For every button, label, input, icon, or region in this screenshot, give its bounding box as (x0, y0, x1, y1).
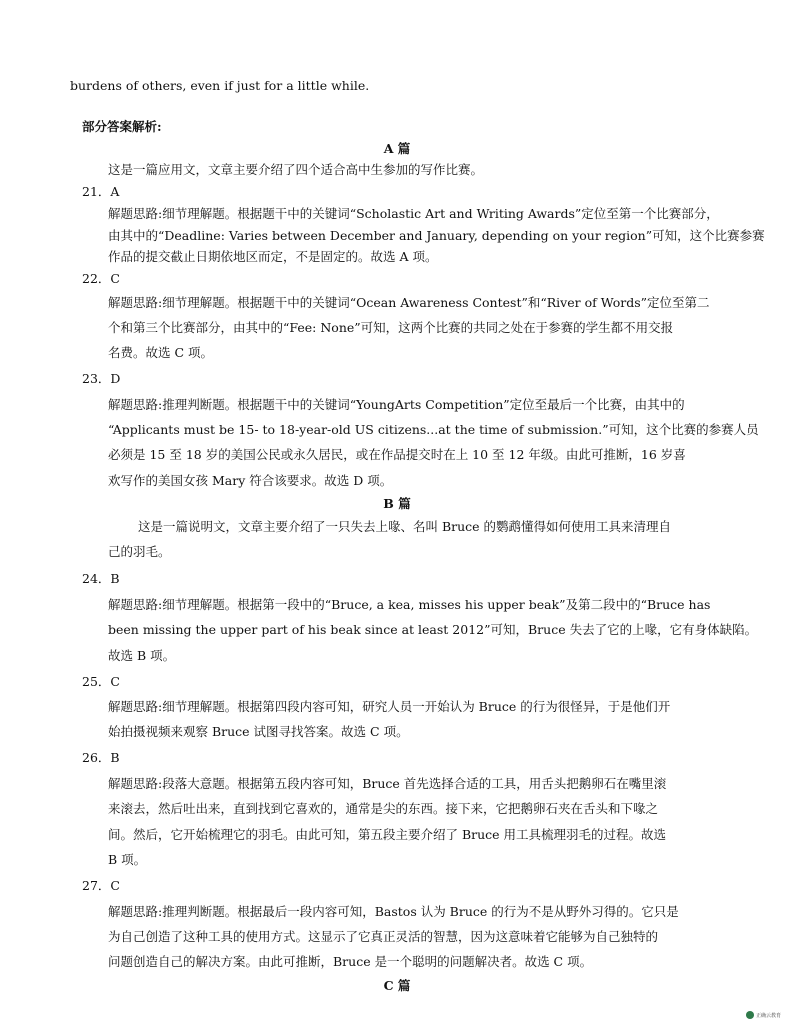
q24-line-1: 解题思路:细节理解题。根据第一段中的“Bruce, a kea, misses his upper beak”及第二段中的“Bruce has (108, 597, 711, 612)
watermark-text: 正确云教育 (756, 1012, 782, 1019)
q26-line-2: 来滚去，然后吐出来，直到找到它喜欢的，通常是尖的东西。接下来，它把鹅卵石夹在舌头和下喙之 (108, 801, 659, 816)
q26-line-4: B 项。 (108, 852, 147, 867)
q22-number: 22．C (82, 271, 120, 286)
q27-line-1: 解题思路:推理判断题。根据最后一段内容可知，Bastos 认为 Bruce 的行为不是从野外习得的。它只是 (108, 904, 679, 919)
section-b-intro-1: 这是一篇说明文，文章主要介绍了一只失去上喙、名叫 Bruce 的鹦鹉懂得如何使用工具来清理自 (138, 519, 672, 534)
q22-line-2: 个和第三个比赛部分，由其中的“Fee: None”可知，这两个比赛的共同之处在于参赛的学生都不用交报 (108, 320, 674, 335)
q23-line-3: 必须是 15 至 18 岁的美国公民或永久居民，或在作品提交时在上 10 至 12 年级。由此可推断，16 岁喜 (108, 447, 686, 462)
q26-number: 26．B (82, 750, 120, 765)
q21-line-1: 解题思路:细节理解题。根据题干中的关键词“Scholastic Art and Writing Awards”定位至第一个比赛部分， (108, 206, 719, 221)
q21-line-2: 由其中的“Deadline: Varies between December and January, depending on your region”可知，这个比赛参赛 (108, 228, 765, 243)
q23-line-2: “Applicants must be 15- to 18-year-old US citizens...at the time of submission.”可知，这个比赛的参赛人员 (108, 422, 759, 437)
q25-line-2: 始拍摄视频来观察 Bruce 试图寻找答案。故选 C 项。 (108, 724, 409, 739)
section-a-heading: A 篇 (383, 141, 411, 156)
q25-line-1: 解题思路:细节理解题。根据第四段内容可知，研究人员一开始认为 Bruce 的行为很怪异，于是他们开 (108, 699, 671, 714)
answer-analysis-heading: 部分答案解析: (82, 119, 162, 134)
q25-number: 25．C (82, 674, 120, 689)
q24-line-3: 故选 B 项。 (108, 648, 176, 663)
section-b-intro-2: 己的羽毛。 (108, 544, 171, 559)
q26-line-3: 间。然后，它开始梳理它的羽毛。由此可知，第五段主要介绍了 Bruce 用工具梳理羽毛的过程。故选 (108, 827, 667, 842)
q23-line-1: 解题思路:推理判断题。根据题干中的关键词“YoungArts Competition”定位至最后一个比赛，由其中的 (108, 397, 685, 412)
section-c-heading: C 篇 (383, 978, 411, 993)
q21-number: 21．A (82, 184, 120, 199)
q26-line-1: 解题思路:段落大意题。根据第五段内容可知，Bruce 首先选择合适的工具，用舌头把鹅卵石在嘴里滚 (108, 776, 667, 791)
q23-line-4: 欢写作的美国女孩 Mary 符合该要求。故选 D 项。 (108, 473, 393, 488)
q27-number: 27．C (82, 878, 120, 893)
section-b-heading: B 篇 (383, 496, 411, 511)
q22-line-3: 名费。故选 C 项。 (108, 345, 214, 360)
logo-icon (746, 1011, 754, 1019)
q23-number: 23．D (82, 371, 121, 386)
q24-number: 24．B (82, 571, 120, 586)
q21-line-3: 作品的提交截止日期依地区而定，不是固定的。故选 A 项。 (108, 249, 438, 264)
q27-line-3: 问题创造自己的解决方案。由此可推断，Bruce 是一个聪明的问题解决者。故选 C 项。 (108, 954, 593, 969)
continued-text-line: burdens of others, even if just for a little while. (70, 78, 370, 93)
section-a-intro: 这是一篇应用文，文章主要介绍了四个适合高中生参加的写作比赛。 (108, 162, 484, 177)
q27-line-2: 为自己创造了这种工具的使用方式。这显示了它真正灵活的智慧，因为这意味着它能够为自己独特的 (108, 929, 659, 944)
q24-line-2: been missing the upper part of his beak since at least 2012”可知，Bruce 失去了它的上喙，它有身体缺陷。 (108, 622, 758, 637)
q22-line-1: 解题思路:细节理解题。根据题干中的关键词“Ocean Awareness Contest”和“River of Words”定位至第二 (108, 295, 710, 310)
watermark-logo (746, 1010, 788, 1020)
